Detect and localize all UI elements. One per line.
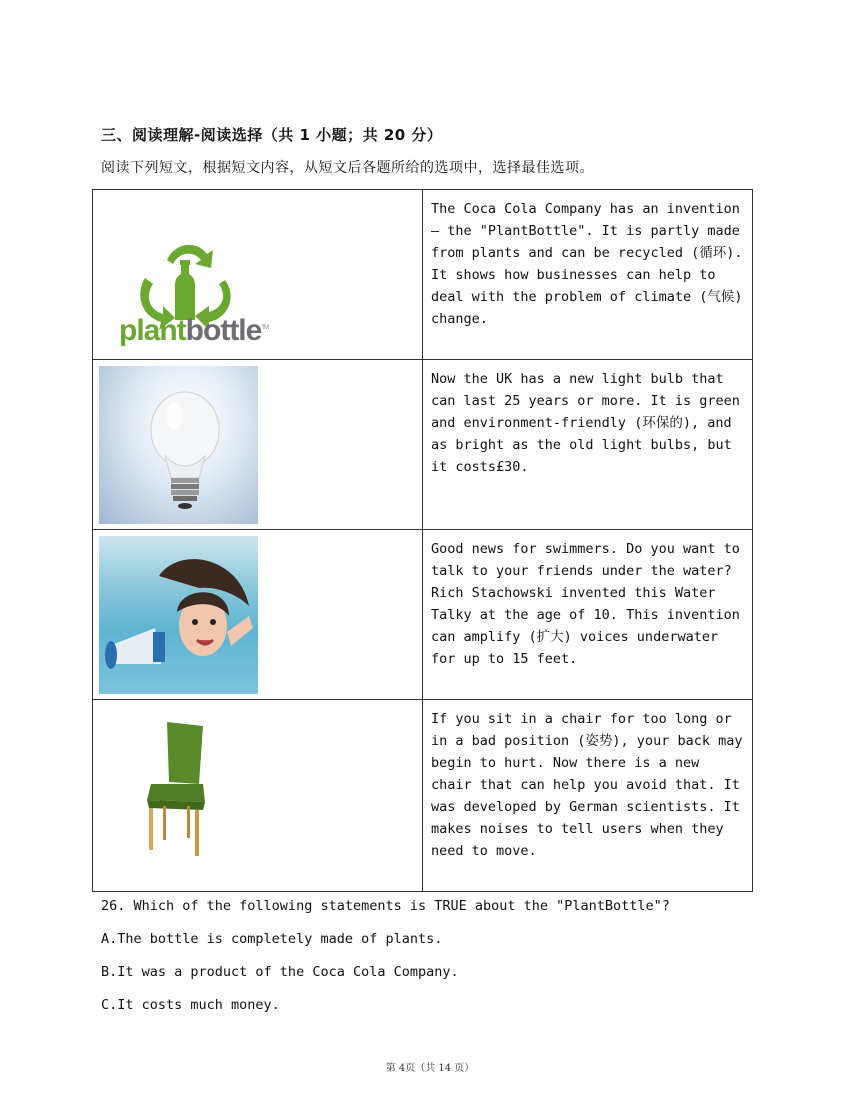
option-b[interactable]: B.It was a product of the Coca Cola Company. <box>101 964 459 980</box>
image-cell <box>93 530 423 700</box>
instruction-text: 阅读下列短文，根据短文内容，从短文后各题所给的选项中，选择最佳选项。 <box>101 160 594 176</box>
image-cell <box>93 360 423 530</box>
trademark-mark: TM <box>261 325 268 331</box>
passage-table <box>92 189 753 892</box>
passage-text: Now the UK has a new light bulb that can last 25 years or more. It is green and environment-friendly (环保的), and as bright as the old light bulbs, but it costs£30. <box>423 360 753 530</box>
image-cell <box>93 190 423 360</box>
light-bulb-photo <box>99 366 258 524</box>
passage-text: The Coca Cola Company has an invention— the "PlantBottle". It is partly made from plants and can be recycled (循环). It shows how businesses can help to deal with the problem of climate (气候) change. <box>423 190 753 360</box>
page-footer: 第 4页（共 14 页） <box>385 1063 475 1074</box>
question-stem: 26. Which of the following statements is TRUE about the "PlantBottle"? <box>101 898 670 914</box>
green-chair-photo <box>133 718 223 858</box>
passage-text: Good news for swimmers. Do you want to talk to your friends under the water? Rich Stachowski invented this Water Talky at the age of 10. This invention can amplify (扩大) voices underwater for up to 15 feet. <box>423 530 753 700</box>
passage-row <box>93 530 753 700</box>
option-c[interactable]: C.It costs much money. <box>101 997 280 1013</box>
image-cell <box>93 700 423 892</box>
light-bulb-icon <box>99 366 258 524</box>
passage-row <box>93 700 753 892</box>
passage-row <box>93 360 753 530</box>
section-title: 三、阅读理解-阅读选择（共 1 小题；共 20 分） <box>101 126 443 144</box>
plantbottle-wordmark <box>119 314 268 348</box>
passage-text: If you sit in a chair for too long or in a bad position (姿势), your back may begin to hurt. Now there is a new chair that can help you avoid that. It was developed by German scientists. It makes noises to tell users when they need to move. <box>423 700 753 892</box>
option-a[interactable]: A.The bottle is completely made of plants. <box>101 931 443 947</box>
underwater-swimmer-photo <box>99 536 258 694</box>
swimmer-illustration <box>99 536 258 694</box>
wordmark-plant: plant <box>119 314 186 347</box>
passage-row <box>93 190 753 360</box>
wordmark-bottle: bottle <box>185 314 262 347</box>
